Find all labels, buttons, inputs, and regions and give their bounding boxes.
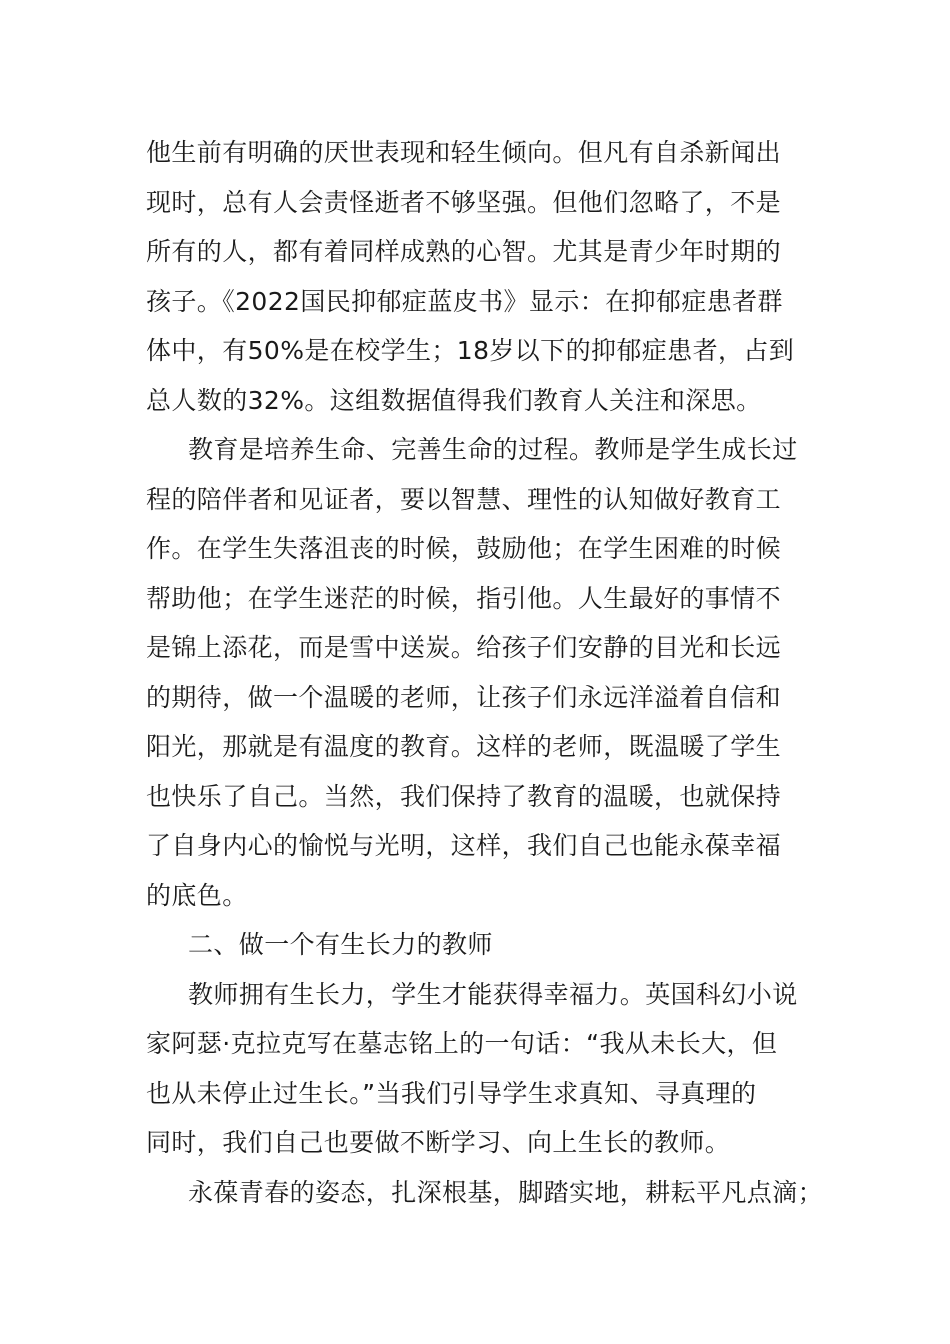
text-line: 孩子。《2022国民抑郁症蓝皮书》显示：在抑郁症患者群 (146, 286, 783, 316)
text-line: 教育是培养生命、完善生命的过程。教师是学生成长过 (188, 435, 798, 464)
text-line: 是锦上添花，而是雪中送炭。给孩子们安静的目光和长远 (146, 633, 782, 662)
text-line: 帮助他；在学生迷茫的时候，指引他。人生最好的事情不 (146, 583, 782, 613)
text-line: 程的陪伴者和见证者，要以智慧、理性的认知做好教育工 (146, 484, 782, 514)
text-line: 他生前有明确的厌世表现和轻生倾向。但凡有自杀新闻出 (146, 138, 782, 167)
text-line: 家阿瑟·克拉克写在墓志铭上的一句话：“我从未长大，但 (146, 1029, 778, 1058)
text-line: 的期待，做一个温暖的老师，让孩子们永远洋溢着自信和 (146, 682, 782, 712)
text-line: 也从未停止过生长。”当我们引导学生求真知、寻真理的 (146, 1078, 757, 1108)
text-line: 的底色。 (146, 880, 248, 910)
text-line: 也快乐了自己。当然，我们保持了教育的温暖，也就保持 (146, 781, 782, 811)
text-line: 同时，我们自己也要做不断学习、向上生长的教师。 (146, 1128, 731, 1157)
text-line: 教师拥有生长力，学生才能获得幸福力。英国科幻小说 (188, 979, 798, 1009)
text-line: 作。在学生失落沮丧的时候，鼓励他；在学生困难的时候 (146, 534, 782, 563)
text-line: 阳光，那就是有温度的教育。这样的老师，既温暖了学生 (146, 732, 782, 761)
text-line: 体中，有50%是在校学生；18岁以下的抑郁症患者，占到 (146, 336, 795, 365)
text-line: 所有的人，都有着同样成熟的心智。尤其是青少年时期的 (146, 237, 782, 266)
paragraph-growth-teacher (146, 970, 826, 1168)
text-line: 现时，总有人会责怪逝者不够坚强。但他们忽略了，不是 (146, 187, 782, 217)
text-line: 永葆青春的姿态，扎深根基，脚踏实地，耕耘平凡点滴； (188, 1177, 824, 1207)
text-line: 总人数的32%。这组数据值得我们教育人关注和深思。 (146, 385, 762, 415)
paragraph-continued-statistics (146, 128, 826, 425)
section-heading-text: 二、做一个有生长力的教师 (188, 930, 493, 959)
text-line: 了自身内心的愉悦与光明，这样，我们自己也能永葆幸福 (146, 831, 782, 860)
section-heading (146, 920, 826, 970)
paragraph-youthful-attitude (146, 1168, 826, 1218)
paragraph-warm-education (146, 425, 826, 920)
body-text (146, 128, 826, 1217)
